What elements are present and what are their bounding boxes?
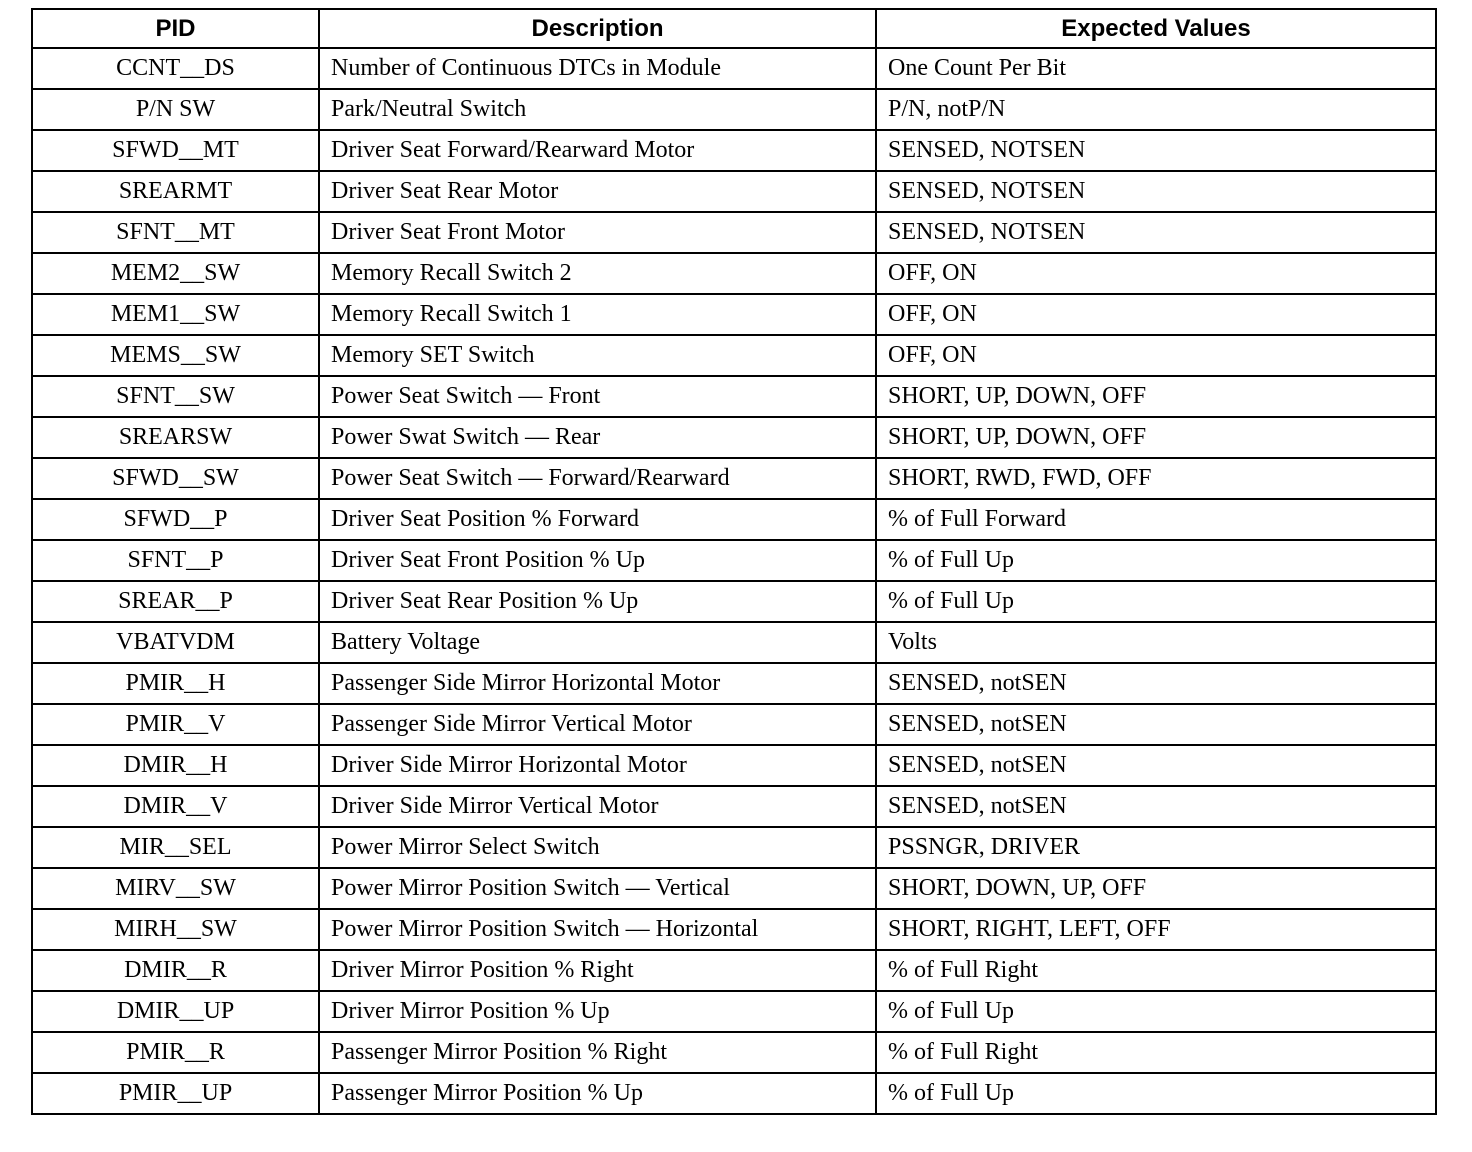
table-row [32,991,1436,1032]
expected-values-cell: SHORT, DOWN, UP, OFF [876,868,1436,909]
pid-cell: SFNT__SW [32,376,319,417]
pid-cell: PMIR__R [32,1032,319,1073]
expected-values-cell: SENSED, notSEN [876,786,1436,827]
description-cell: Driver Side Mirror Horizontal Motor [319,745,876,786]
pid-cell: PMIR__H [32,663,319,704]
pid-cell: DMIR__UP [32,991,319,1032]
pid-cell: DMIR__V [32,786,319,827]
description-cell: Power Mirror Position Switch — Vertical [319,868,876,909]
expected-values-cell: % of Full Up [876,1073,1436,1114]
table-row [32,253,1436,294]
pid-cell: SFWD__SW [32,458,319,499]
pid-cell: SFWD__MT [32,130,319,171]
header-expected-values: Expected Values [876,9,1436,48]
expected-values-cell: SHORT, RIGHT, LEFT, OFF [876,909,1436,950]
table-row [32,868,1436,909]
table-row [32,745,1436,786]
table-row [32,171,1436,212]
description-cell: Power Seat Switch — Front [319,376,876,417]
table-row [32,540,1436,581]
expected-values-cell: SENSED, notSEN [876,745,1436,786]
description-cell: Passenger Side Mirror Horizontal Motor [319,663,876,704]
table-row [32,1032,1436,1073]
pid-cell: MIRV__SW [32,868,319,909]
pid-cell: DMIR__H [32,745,319,786]
table-row [32,130,1436,171]
header-pid: PID [32,9,319,48]
table-row [32,294,1436,335]
table-row [32,786,1436,827]
expected-values-cell: % of Full Up [876,540,1436,581]
pid-cell: SFWD__P [32,499,319,540]
description-cell: Driver Seat Position % Forward [319,499,876,540]
description-cell: Power Swat Switch — Rear [319,417,876,458]
table-row [32,704,1436,745]
description-cell: Memory Recall Switch 2 [319,253,876,294]
table-row [32,499,1436,540]
description-cell: Driver Seat Forward/Rearward Motor [319,130,876,171]
pid-cell: SREARMT [32,171,319,212]
expected-values-cell: OFF, ON [876,294,1436,335]
table-row [32,376,1436,417]
table-row [32,622,1436,663]
description-cell: Power Mirror Position Switch — Horizontal [319,909,876,950]
expected-values-cell: % of Full Up [876,991,1436,1032]
expected-values-cell: SENSED, notSEN [876,704,1436,745]
pid-cell: MEM2__SW [32,253,319,294]
table-row [32,48,1436,89]
expected-values-cell: % of Full Forward [876,499,1436,540]
pid-cell: SREARSW [32,417,319,458]
pid-cell: PMIR__V [32,704,319,745]
expected-values-cell: One Count Per Bit [876,48,1436,89]
expected-values-cell: % of Full Up [876,581,1436,622]
expected-values-cell: SENSED, NOTSEN [876,171,1436,212]
table-body [32,48,1436,1114]
pid-cell: SFNT__P [32,540,319,581]
expected-values-cell: P/N, notP/N [876,89,1436,130]
pid-cell: DMIR__R [32,950,319,991]
expected-values-cell: SHORT, UP, DOWN, OFF [876,417,1436,458]
expected-values-cell: SENSED, notSEN [876,663,1436,704]
pid-cell: MIRH__SW [32,909,319,950]
table-header [32,9,1436,48]
description-cell: Number of Continuous DTCs in Module [319,48,876,89]
expected-values-cell: OFF, ON [876,253,1436,294]
table-row [32,827,1436,868]
table-row [32,1073,1436,1114]
description-cell: Passenger Side Mirror Vertical Motor [319,704,876,745]
pid-cell: CCNT__DS [32,48,319,89]
description-cell: Driver Seat Front Position % Up [319,540,876,581]
description-cell: Driver Side Mirror Vertical Motor [319,786,876,827]
pid-cell: VBATVDM [32,622,319,663]
description-cell: Memory SET Switch [319,335,876,376]
description-cell: Driver Seat Rear Motor [319,171,876,212]
description-cell: Park/Neutral Switch [319,89,876,130]
table-row [32,909,1436,950]
table-row [32,417,1436,458]
table-row [32,663,1436,704]
description-cell: Passenger Mirror Position % Right [319,1032,876,1073]
expected-values-cell: % of Full Right [876,950,1436,991]
expected-values-cell: SHORT, RWD, FWD, OFF [876,458,1436,499]
description-cell: Driver Seat Front Motor [319,212,876,253]
description-cell: Passenger Mirror Position % Up [319,1073,876,1114]
description-cell: Memory Recall Switch 1 [319,294,876,335]
table-row [32,950,1436,991]
header-description: Description [319,9,876,48]
expected-values-cell: % of Full Right [876,1032,1436,1073]
description-cell: Power Mirror Select Switch [319,827,876,868]
table-row [32,212,1436,253]
description-cell: Driver Mirror Position % Up [319,991,876,1032]
pid-cell: PMIR__UP [32,1073,319,1114]
expected-values-cell: OFF, ON [876,335,1436,376]
description-cell: Driver Seat Rear Position % Up [319,581,876,622]
table-row [32,581,1436,622]
description-cell: Battery Voltage [319,622,876,663]
pid-table [31,8,1437,1115]
table-row [32,335,1436,376]
expected-values-cell: SENSED, NOTSEN [876,130,1436,171]
pid-cell: MIR__SEL [32,827,319,868]
description-cell: Driver Mirror Position % Right [319,950,876,991]
expected-values-cell: Volts [876,622,1436,663]
description-cell: Power Seat Switch — Forward/Rearward [319,458,876,499]
expected-values-cell: SENSED, NOTSEN [876,212,1436,253]
pid-cell: MEM1__SW [32,294,319,335]
pid-cell: P/N SW [32,89,319,130]
pid-cell: SFNT__MT [32,212,319,253]
header-row [32,9,1436,48]
table-row [32,458,1436,499]
table-row [32,89,1436,130]
pid-cell: SREAR__P [32,581,319,622]
expected-values-cell: PSSNGR, DRIVER [876,827,1436,868]
expected-values-cell: SHORT, UP, DOWN, OFF [876,376,1436,417]
pid-cell: MEMS__SW [32,335,319,376]
